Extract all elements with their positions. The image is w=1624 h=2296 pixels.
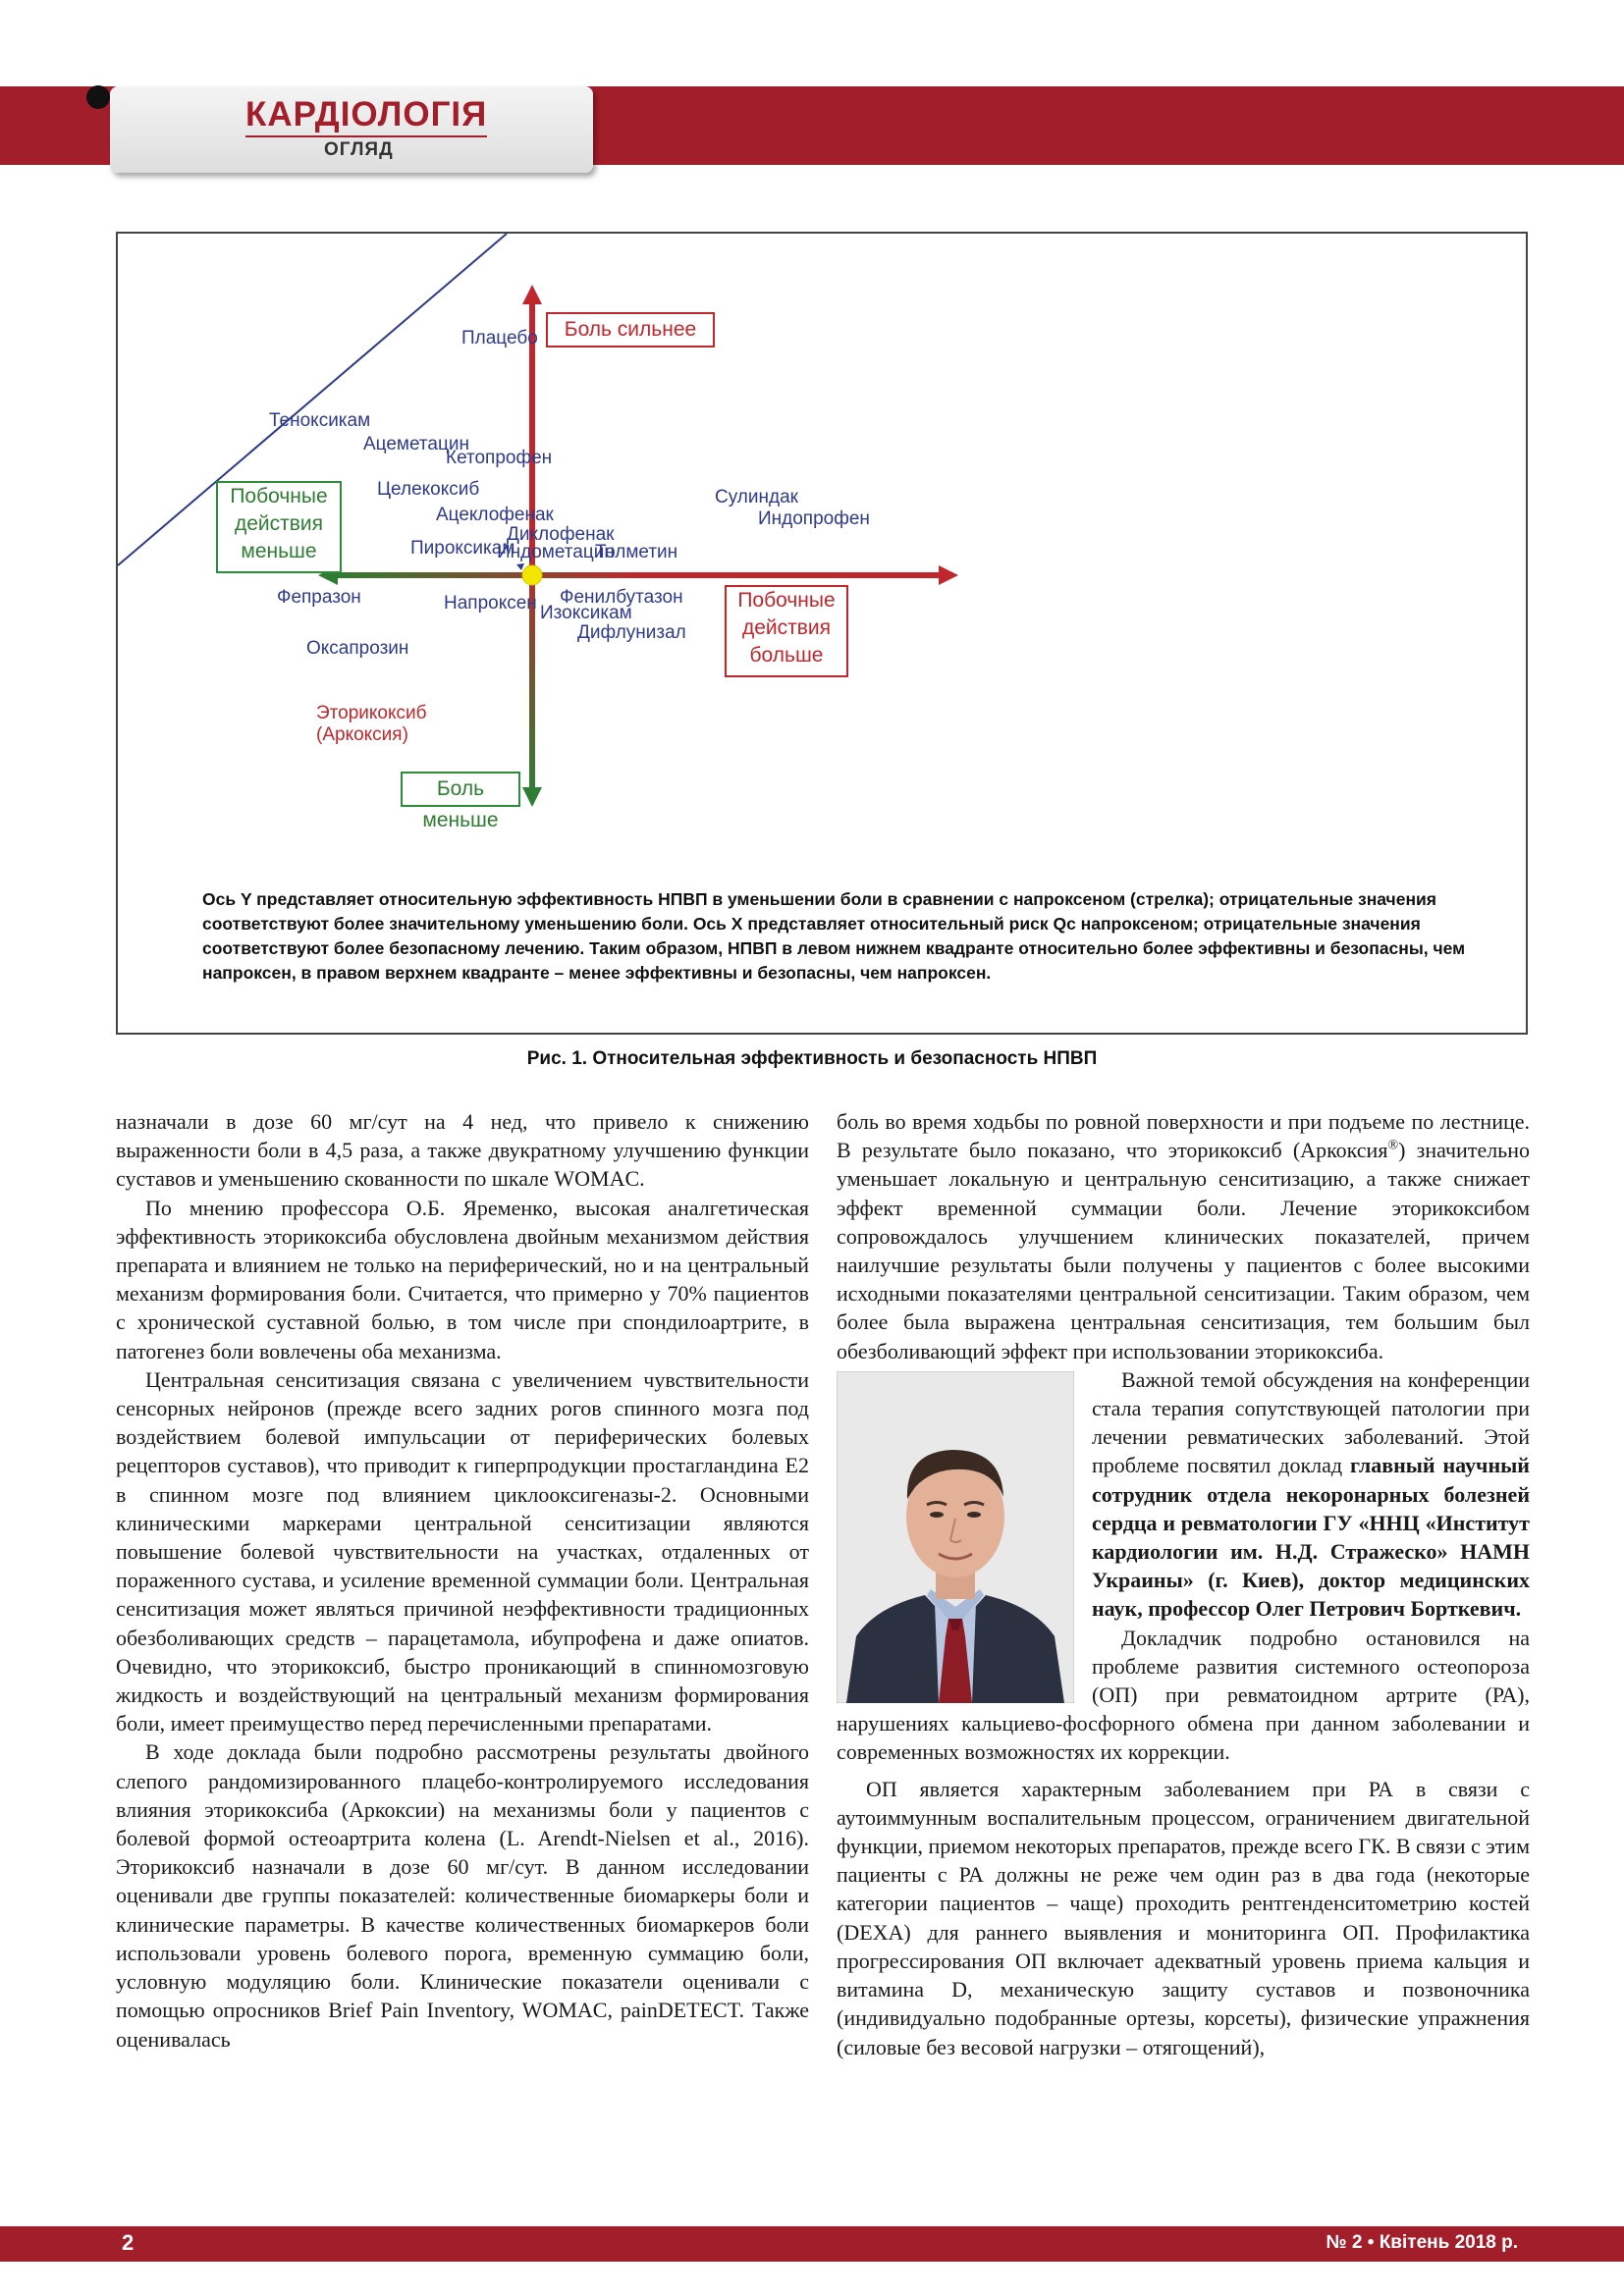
drug-indometacin: Индометацин — [497, 542, 615, 562]
naproxen-arrowhead — [516, 563, 524, 570]
drug-phenylbutazone: Фенилбутазон — [560, 587, 683, 608]
section-subtitle: ОГЛЯД — [324, 139, 394, 160]
label-pain-less: Боль меньше — [401, 772, 520, 807]
drug-sulindac: Сулиндак — [715, 487, 798, 507]
paragraph: Докладчик подробно остановился на проблеме развития системного остеопороза (ОП) при ревматоидном артрите (РА), нарушениях кальциево-фосфорного обмена при данном заболевании и современных возможностях их коррекции. — [837, 1625, 1530, 1765]
drug-piroxicam: Пироксикам — [410, 538, 515, 559]
paragraph: По мнению профессора О.Б. Яременко, высокая аналгетическая эффективность эторикоксиба обусловлена двойным механизмом действия препарата и влиянием не только на периферический, но и на центральный механизм формирования боли. Считается, что примерно у 70% пациентов с хронической суставной болью, в том числе при спондилоартрите, в патогенез боли вовлечены оба механизма. — [116, 1195, 809, 1363]
figure-nsaid-quadrant — [116, 232, 1528, 1035]
text-run: боль во время ходьбы по ровной поверхности и при подъеме по лестнице. В результате было показано, что эторикоксиб (Аркоксия — [837, 1109, 1530, 1163]
drug-acemetacin: Ацеметацин — [363, 434, 469, 454]
side-more-line-2: действия — [741, 616, 832, 639]
speaker-photo — [837, 1371, 1074, 1703]
text-run: Важной темой обсуждения на конференции стала терапия сопутствующей патологии при лечении ревматических заболеваний. Этой проблеме посвятил доклад — [1092, 1366, 1530, 1478]
paragraph: В ходе доклада были подробно рассмотрены результаты двойного слепого рандомизированного плацебо-контролируемого исследования влияния эторикоксиба (Аркоксии) на механизмы боли у пациентов с болевой формой остеоартрита колена (L. Arendt-Nielsen et al., 2016). Эторикоксиб назначали в дозе 60 мг/сут. В данном исследовании оценивали две группы показателей: количественные биомаркеры боли и клинические параметры. В качестве количественных биомаркеров боли использовали уровень болевого порога, временную суммацию боли, условную модуляцию боли. Клинические показатели оценивали с помощью опросников Brief Pain Inventory, WOMAC, painDETECT. Также оценивалась — [116, 1739, 809, 2052]
drug-oxaprozin: Оксапрозин — [306, 638, 409, 659]
x-axis-right-arrow — [939, 565, 958, 585]
drug-etoricoxib-arcoxia: (Аркоксия) — [316, 724, 408, 745]
drug-celecoxib: Целекоксиб — [377, 479, 480, 500]
drug-tenoxicam: Теноксикам — [269, 410, 371, 431]
speaker-credentials: главный научный сотрудник отдела некоронарных болезней сердца и ревматологии ГУ «ННЦ «Институт кардиологии им. Н.Д. Стражеско» НАМН Украины» (г. Киев), доктор медицинских наук, профессор Олег Петрович Борткевич. — [1092, 1453, 1530, 1622]
text-run: ) значительно уменьшает локальную и центральную сенситизацию, а также снижает эффект временной суммации боли. Лечение эторикоксибом сопровождалось улучшением клинических показателей, причем наилучшие результаты были получены у пациентов с более высокими исходными показателями центральной сенситизации. Таким образом, чем более была выражена центральная сенситизация, тем большим был обезболивающий эффект при использовании эторикоксиба. — [837, 1138, 1530, 1363]
x-axis — [334, 572, 943, 578]
issue-info: № 2 • Квітень 2018 р. — [1326, 2232, 1518, 2253]
drug-indoprofen: Индопрофен — [758, 508, 870, 529]
header-dot — [86, 85, 110, 109]
side-less-line-1: Побочные — [230, 485, 328, 507]
drug-aceclofenac: Ацеклофенак — [436, 505, 554, 525]
drug-placebo: Плацебо — [461, 328, 538, 348]
drug-naproxen: Напроксен — [444, 593, 537, 614]
side-more-line-3: больше — [749, 644, 824, 667]
speaker-portrait — [837, 1371, 1074, 1703]
side-less-line-2: действия — [234, 512, 324, 535]
paragraph: Центральная сенситизация связана с увеличением чувствительности сенсорных нейронов (прежде всего задних рогов спинного мозга под воздействием болевой импульсации от периферических болевых рецепторов суставов), что приводит к гиперпродукции простагландина Е2 в спинном мозге под влиянием циклооксигеназы-2. Основными клиническими маркерами центральной сенситизации являются повышение болевой чувствительности на участках, отдаленных от пораженного сустава, и усиление временной суммации боли. Центральная сенситизация может являться причиной неэффективности традиционных обезболивающих средств – парацетамола, ибупрофена и даже опиатов. Очевидно, что эторикоксиб, быстро проникающий в спинномозговую жидкость и воздействующий на центральный механизм формирования боли, имеет преимущество перед перечисленными препаратами. — [116, 1366, 809, 1736]
drug-diclofenac: Диклофенак — [507, 524, 615, 545]
drug-ketoprofen: Кетопрофен — [446, 448, 553, 468]
y-axis-bottom-arrow — [522, 787, 542, 807]
side-less-line-3: меньше — [241, 540, 317, 562]
label-pain-stronger: Боль сильнее — [546, 312, 715, 347]
drug-etoricoxib: Эторикоксиб — [316, 703, 427, 723]
drug-tolmetin: Толметин — [595, 542, 678, 562]
section-title: КАРДІОЛОГІЯ — [245, 94, 487, 137]
drug-feprazone: Фепразон — [277, 587, 361, 608]
paragraph: назначали в дозе 60 мг/сут на 4 нед, что привело к снижению выраженности боли в 4,5 раза, а также двукратному улучшению функции суставов и уменьшению скованности по шкале WOMAC. — [116, 1109, 809, 1192]
text-column-left — [116, 1107, 809, 2054]
figure-note: Ось Y представляет относительную эффективность НПВП в уменьшении боли в сравнении с напроксеном (стрелка); отрицательные значения соответствуют более значительному уменьшению боли. Ось X представляет относительный риск Qc напроксеном; отрицательные значения соответствуют более безопасному лечению. Таким образом, НПВП в левом нижнем квадранте относительно более эффективны и безопасны, чем напроксен, в правом верхнем квадранте – менее эффективны и безопасны, чем напроксен. — [202, 889, 1466, 983]
label-side-effects-less — [216, 481, 342, 573]
label-side-effects-more — [725, 585, 848, 677]
text-column-right — [837, 1107, 1530, 2061]
page-number: 2 — [122, 2230, 135, 2255]
figure-caption: Рис. 1. Относительная эффективность и безопасность НПВП — [526, 1048, 1098, 1069]
y-axis-top-arrow — [522, 285, 542, 304]
paragraph — [837, 1107, 1530, 1365]
drug-isoxicam: Изоксикам — [540, 603, 632, 623]
paragraph: ОП является характерным заболеванием при РА в связи с аутоиммунным воспалительным процессом, ограничением двигательной функции, приемом некоторых препаратов, прежде всего ГК. В связи с этим пациенты с РА должны не реже чем один раз в два года (некоторые категории пациентов – чаще) проходить рентгенденситометрию костей (DEXA) для раннего выявления и мониторинга ОП. Профилактика прогрессирования ОП включает адекватный уровень приема кальция и витамина D, механическую защиту суставов и позвоночника (индивидуально подобранные ортезы, корсеты), физические упражнения (силовые без весовой нагрузки – отягощений), — [837, 1776, 1530, 2059]
naproxen-center-point — [522, 565, 542, 585]
drug-diflunisal: Дифлунизал — [577, 622, 686, 643]
registered-mark: ® — [1387, 1138, 1399, 1153]
side-more-line-1: Побочные — [737, 589, 836, 612]
